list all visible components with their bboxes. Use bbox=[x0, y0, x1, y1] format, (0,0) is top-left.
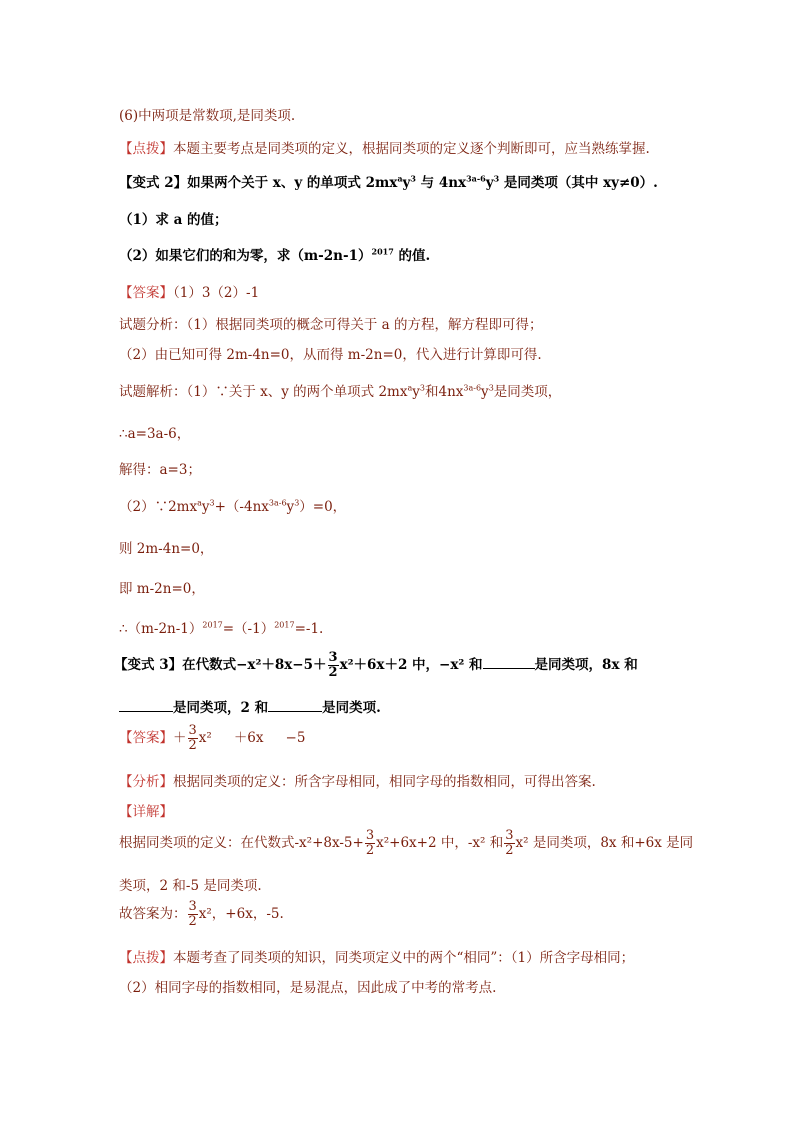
fraction-denominator: 2 bbox=[188, 914, 197, 929]
fraction-numerator: 3 bbox=[505, 828, 514, 843]
answer-blank bbox=[483, 656, 535, 669]
question-text: x²＋6x＋2 中，−x² 和 bbox=[339, 657, 483, 673]
fraction bbox=[328, 651, 339, 680]
variant2-question bbox=[119, 171, 658, 191]
text-content: ）=0， bbox=[299, 499, 347, 515]
question-text: 是同类项，2 和 bbox=[173, 700, 269, 716]
text-line bbox=[119, 577, 205, 597]
tip-tag: 【点拨】 bbox=[119, 950, 173, 966]
text-line bbox=[119, 537, 213, 557]
question-text: 在代数式−x²＋8x−5＋ bbox=[182, 657, 327, 673]
exponent: 2017 bbox=[371, 246, 394, 257]
question-text: 是同类项（其中 xy≠0）. bbox=[499, 175, 658, 191]
text-content: +（-4nx bbox=[214, 499, 269, 515]
question-text: 是同类项. bbox=[322, 700, 381, 716]
text-content: y bbox=[412, 384, 420, 400]
fraction-numerator: 3 bbox=[188, 899, 197, 914]
question-text: 与 4nx bbox=[415, 175, 467, 191]
text-content: x² 是同类项，8x 和+6x 是同 bbox=[515, 835, 694, 851]
tip-tag: 【点拨】 bbox=[119, 141, 173, 157]
detail-tag: 【详解】 bbox=[119, 804, 173, 820]
fraction-numerator: 3 bbox=[328, 650, 338, 665]
fraction-denominator: 2 bbox=[328, 665, 338, 680]
text-content: x²，+6x，-5. bbox=[198, 906, 284, 922]
variant3-question-cont bbox=[119, 696, 381, 716]
exponent: 3a-6 bbox=[466, 173, 486, 184]
exponent: 3 bbox=[410, 173, 416, 184]
exponent: a bbox=[407, 383, 413, 393]
exponent: 2017 bbox=[274, 620, 295, 630]
fraction bbox=[504, 829, 514, 858]
text-content: y bbox=[286, 499, 295, 515]
answer-line bbox=[119, 724, 305, 753]
question-text: 的值. bbox=[393, 248, 431, 264]
text-content: 根据同类项的定义：在代数式-x²+8x-5+ bbox=[119, 835, 364, 851]
fraction-numerator: 3 bbox=[365, 828, 375, 843]
exponent: 2017 bbox=[202, 620, 223, 630]
sub-question-2 bbox=[119, 244, 430, 264]
exponent: 3 bbox=[209, 498, 215, 508]
variant3-question bbox=[114, 651, 638, 680]
text-content: (6)中两项是常数项,是同类项. bbox=[119, 108, 296, 124]
analysis-text: 根据同类项的定义：所含字母相同，相同字母的指数相同，可得出答案. bbox=[173, 774, 596, 790]
answer-text: ＋ bbox=[173, 730, 187, 746]
exponent: 3 bbox=[493, 173, 500, 184]
text-line bbox=[119, 829, 693, 858]
exponent: 3 bbox=[419, 383, 425, 393]
text-content: 试题解析：（1）∵关于 x、y 的两个单项式 2mx bbox=[119, 384, 408, 400]
text-line bbox=[119, 900, 284, 929]
text-line bbox=[119, 495, 346, 515]
question-text: y bbox=[485, 175, 494, 191]
text-content: （2）相同字母的指数相同，是易混点，因此成了中考的常考点. bbox=[119, 980, 497, 996]
text-content: 是同类项， bbox=[493, 384, 562, 400]
variant-tag: 【变式 3】 bbox=[114, 657, 183, 673]
fraction-denominator: 2 bbox=[365, 843, 375, 858]
text-line bbox=[119, 458, 201, 478]
variant-tag: 【变式 2】 bbox=[119, 175, 188, 191]
question-text: （2）如果它们的和为零，求（m-2n-1） bbox=[119, 248, 372, 264]
exponent: a bbox=[197, 498, 202, 508]
exponent: 3a-6 bbox=[268, 498, 287, 508]
question-text: 如果两个关于 x、y 的单项式 2mx bbox=[187, 175, 398, 191]
text-line bbox=[119, 976, 496, 996]
tip-line bbox=[119, 137, 650, 157]
text-line bbox=[119, 104, 295, 124]
tip-text: 本题主要考点是同类项的定义，根据同类项的定义逐个判断即可，应当熟练掌握. bbox=[173, 141, 650, 157]
text-line bbox=[119, 343, 542, 363]
text-line bbox=[119, 874, 262, 894]
question-text: （1）求 a 的值； bbox=[119, 212, 228, 228]
answer-text: ＋6x bbox=[233, 730, 264, 746]
solution-line bbox=[119, 380, 561, 400]
text-content: ∴a=3a-6， bbox=[119, 426, 191, 442]
text-content: y bbox=[201, 499, 210, 515]
answer-line bbox=[119, 281, 259, 301]
fraction-denominator: 2 bbox=[188, 738, 197, 753]
exponent: 3 bbox=[294, 498, 300, 508]
text-line bbox=[119, 313, 542, 333]
fraction-numerator: 3 bbox=[188, 723, 197, 738]
text-line bbox=[119, 422, 190, 442]
text-content: ∴（m-2n-1） bbox=[119, 621, 203, 637]
analysis-tag: 【分析】 bbox=[119, 774, 173, 790]
sub-question-1 bbox=[119, 208, 228, 228]
answer-blank bbox=[268, 699, 322, 712]
text-content: 则 2m-4n=0， bbox=[119, 541, 214, 557]
answer-text: x² bbox=[198, 730, 212, 746]
question-text: 是同类项，8x 和 bbox=[534, 657, 638, 673]
exponent: 3a-6 bbox=[463, 383, 482, 393]
answer-tag: 【答案】 bbox=[119, 730, 173, 746]
text-content: 解得：a=3； bbox=[119, 462, 201, 478]
answer-blank bbox=[119, 699, 173, 712]
text-content: 即 m-2n=0， bbox=[119, 581, 205, 597]
text-content: =-1. bbox=[294, 621, 324, 637]
question-text: y bbox=[402, 175, 411, 191]
answer-text: −5 bbox=[285, 730, 306, 746]
text-content: （2）由已知可得 2m-4n=0，从而得 m-2n=0，代入进行计算即可得. bbox=[119, 347, 542, 363]
detail-tag-line bbox=[119, 800, 173, 820]
fraction bbox=[188, 900, 198, 929]
text-line bbox=[119, 617, 323, 637]
text-content: y bbox=[481, 384, 489, 400]
text-content: （2）∵2mx bbox=[119, 499, 198, 515]
text-content: 故答案为： bbox=[119, 906, 187, 922]
fraction-denominator: 2 bbox=[505, 843, 514, 858]
tip-line bbox=[119, 946, 634, 966]
answer-tag: 【答案】 bbox=[119, 285, 173, 301]
tip-text: 本题考查了同类项的知识，同类项定义中的两个“相同”：（1）所含字母相同； bbox=[173, 950, 635, 966]
exponent: 3 bbox=[488, 383, 494, 393]
fraction bbox=[188, 724, 198, 753]
text-content: 试题分析：（1）根据同类项的概念可得关于 a 的方程，解方程即可得； bbox=[119, 317, 543, 333]
analysis-line bbox=[119, 770, 596, 790]
exponent: a bbox=[397, 173, 403, 184]
fraction bbox=[365, 829, 375, 858]
text-content: x²+6x+2 中，-x² 和 bbox=[376, 835, 504, 851]
text-content: 和4nx bbox=[424, 384, 464, 400]
text-content: 类项，2 和-5 是同类项. bbox=[119, 878, 262, 894]
text-content: =（-1） bbox=[222, 621, 275, 637]
answer-text: （1）3（2）-1 bbox=[173, 285, 260, 301]
